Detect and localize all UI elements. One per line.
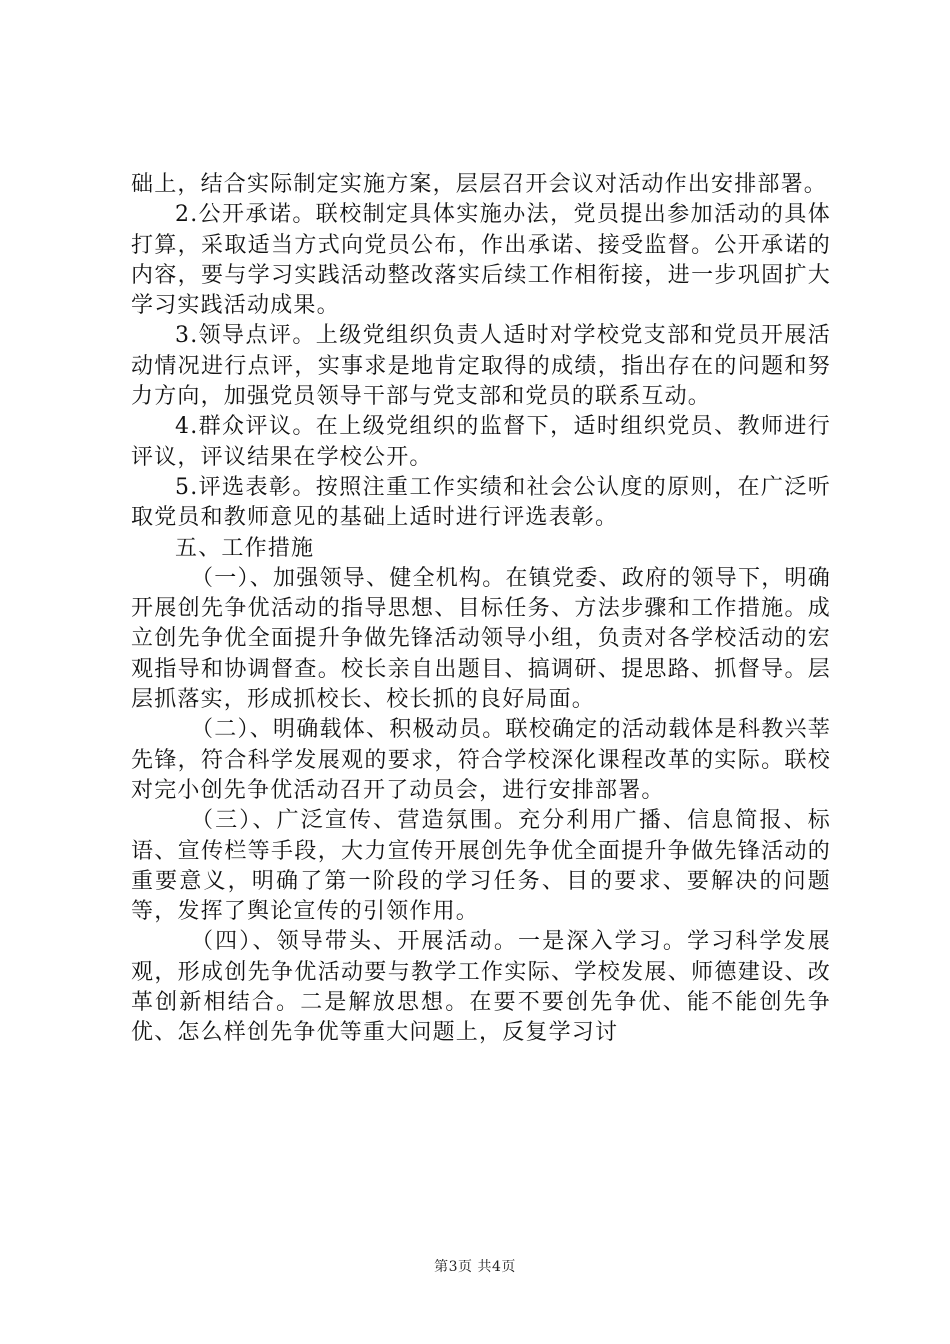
- paragraph-measure-4: （四）、领导带头、开展活动。一是深入学习。学习科学发展观，形成创先争优活动要与教学工作实际、学校发展、师德建设、改革创新相结合。二是解放思想。在要不要创先争优、能不能创先争优、怎么样创先争优等重大问题上，反复学习讨: [131, 929, 831, 1046]
- paragraph-measure-1: （一）、加强领导、健全机构。在镇党委、政府的领导下，明确开展创先争优活动的指导思想、目标任务、方法步骤和工作措施。成立创先争优全面提升争做先锋活动领导小组，负责对各学校活动的宏观指导和协调督查。校长亲自出题目、搞调研、提思路、抓督导。层层抓落实，形成抓校长、校长抓的良好局面。: [131, 565, 831, 713]
- paragraph-measure-2: （二）、明确载体、积极动员。联校确定的活动载体是科教兴莘先锋，符合科学发展观的要求，符合学校深化课程改革的实际。联校对完小创先争优活动召开了动员会，进行安排部署。: [131, 717, 831, 803]
- document-body: [131, 170, 831, 1049]
- paragraph-public-commitment: 2.公开承诺。联校制定具体实施办法，党员提出参加活动的具体打算，采取适当方式向党员公布，作出承诺、接受监督。公开承诺的内容，要与学习实践活动整改落实后续工作相衔接，进一步巩固扩大学习实践活动成果。: [131, 202, 831, 319]
- paragraph-selection-commendation: 5.评选表彰。按照注重工作实绩和社会公认度的原则，在广泛听取党员和教师意见的基础上适时进行评选表彰。: [131, 474, 831, 531]
- paragraph-continuation: 础上，结合实际制定实施方案，层层召开会议对活动作出安排部署。: [131, 172, 828, 197]
- section-heading-work-measures: 五、工作措施: [175, 535, 315, 561]
- paragraph-measure-3: （三）、广泛宣传、营造氛围。充分利用广播、信息简报、标语、宣传栏等手段，大力宣传开展创先争优全面提升争做先锋活动的重要意义，明确了第一阶段的学习任务、目的要求、要解决的问题等，发挥了舆论宣传的引领作用。: [131, 808, 831, 925]
- page-number-footer: 第3页 共4页: [434, 1259, 516, 1275]
- paragraph-public-appraisal: 4.群众评议。在上级党组织的监督下，适时组织党员、教师进行评议，评议结果在学校公开。: [131, 414, 831, 470]
- paragraph-leader-review: 3.领导点评。上级党组织负责人适时对学校党支部和党员开展活动情况进行点评，实事求是地肯定取得的成绩，指出存在的问题和努力方向，加强党员领导干部与党支部和党员的联系互动。: [131, 323, 831, 410]
